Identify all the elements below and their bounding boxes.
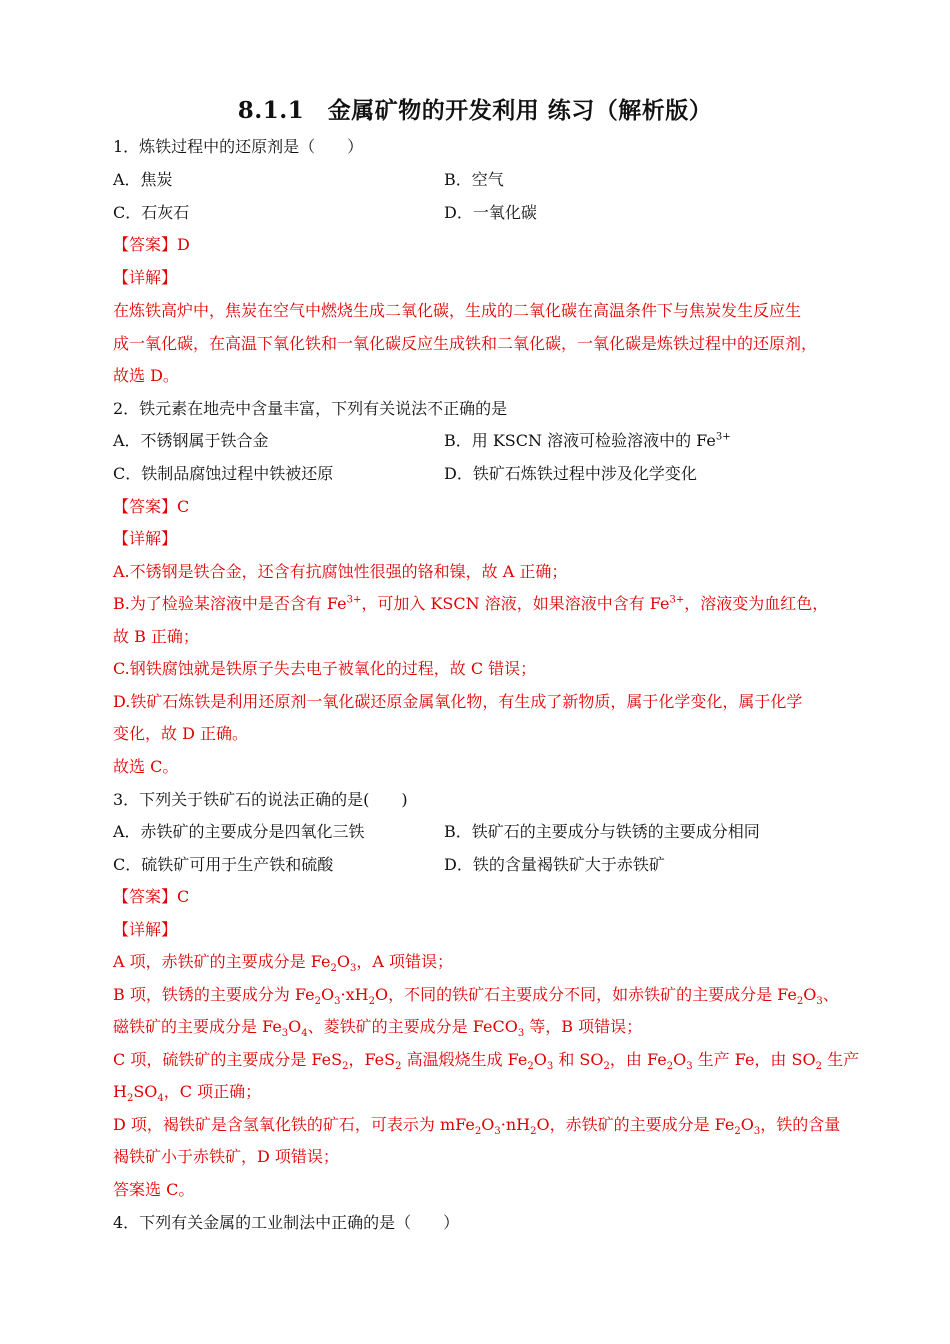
q3-detail-line: 褐铁矿小于赤铁矿，D 项错误； [113,1147,339,1166]
q3-detail-line: C 项，硫铁矿的主要成分是 FeS$_2$，FeS$_2$ 高温煅烧生成 $Fe_2O_3$ 和 $SO_2$，由 $Fe_2O_3$ 生产 Fe，由 $SO_2$ 生产 [113,1050,860,1073]
q2-detail-label: 【详解】 [113,529,178,548]
q3-option-b: B．铁矿石的主要成分与铁锈的主要成分相同 [444,822,760,841]
q1-option-b: B．空气 [444,170,504,189]
q1-option-a: A．焦炭 [113,170,173,189]
q2-option-b: B．用 KSCN 溶液可检验溶液中的 $Fe^{3+}$ [444,431,731,450]
q1-detail-line: 故选 D。 [113,366,179,385]
q2-stem: 2．铁元素在地壳中含量丰富，下列有关说法不正确的是 [113,399,508,418]
q3-option-d: D．铁的含量褐铁矿大于赤铁矿 [444,855,665,874]
q3-detail-line: D 项，褐铁矿是含氢氧化铁的矿石，可表示为 $mFe_2O_3\cdot nH_2O$，赤铁矿的主要成分是 $Fe_2O_3$，铁的含量 [113,1115,841,1138]
q2-conclusion: 故选 C。 [113,757,179,776]
q1-detail-label: 【详解】 [113,268,178,287]
q3-option-a: A．赤铁矿的主要成分是四氧化三铁 [113,822,365,841]
q1-option-d: D．一氧化碳 [444,203,537,222]
q2-detail-line: D.铁矿石炼铁是利用还原剂一氧化碳还原金属氧化物，有生成了新物质，属于化学变化，属于化学 [113,692,803,711]
q2-option-a: A．不锈钢属于铁合金 [113,431,269,450]
q2-detail-line: B.为了检验某溶液中是否含有 $Fe^{3+}$，可加入 KSCN 溶液，如果溶液中含有 $Fe^{3+}$，溶液变为血红色， [113,594,829,613]
q3-detail-line: $H_2SO_4$，C 项正确； [113,1082,262,1105]
q3-detail-line: A 项，赤铁矿的主要成分是 $Fe_2O_3$，A 项错误； [113,952,453,975]
q2-answer: 【答案】C [113,497,190,516]
q1-stem: 1．炼铁过程中的还原剂是（ ） [113,137,364,156]
page-title: 8.1.1 金属矿物的开发利用 练习（解析版） [237,97,713,124]
q2-detail-line: C.钢铁腐蚀就是铁原子失去电子被氧化的过程，故 C 错误； [113,659,537,678]
q1-detail-line: 成一氧化碳，在高温下氧化铁和一氧化碳反应生成铁和二氧化碳，一氧化碳是炼铁过程中的还原剂， [113,334,818,353]
q2-detail-line: A.不锈钢是铁合金，还含有抗腐蚀性很强的铬和镍，故 A 正确； [113,562,568,581]
q1-answer: 【答案】D [113,235,190,254]
q2-detail-line: 故 B 正确； [113,627,199,646]
q1-detail-line: 在炼铁高炉中，焦炭在空气中燃烧生成二氧化碳，生成的二氧化碳在高温条件下与焦炭发生反应生 [113,301,802,320]
q3-option-c: C．硫铁矿可用于生产铁和硫酸 [113,855,334,874]
q1-option-c: C．石灰石 [113,203,190,222]
q2-option-d: D．铁矿石炼铁过程中涉及化学变化 [444,464,697,483]
q3-stem: 3．下列关于铁矿石的说法正确的是( ) [113,790,408,809]
q3-detail-label: 【详解】 [113,920,178,939]
q3-conclusion: 答案选 C。 [113,1180,195,1199]
q2-option-c: C．铁制品腐蚀过程中铁被还原 [113,464,334,483]
q3-detail-line: B 项，铁锈的主要成分为 $Fe_2O_3\cdot xH_2O$，不同的铁矿石主要成分不同，如赤铁矿的主要成分是 $Fe_2O_3$、 [113,985,839,1008]
q3-answer: 【答案】C [113,887,190,906]
q2-detail-line: 变化，故 D 正确。 [113,724,249,743]
q4-stem: 4．下列有关金属的工业制法中正确的是（ ） [113,1213,460,1232]
q3-detail-line: 磁铁矿的主要成分是 $Fe_3O_4$、菱铁矿的主要成分是 FeCO$_3$ 等，B 项错误； [113,1017,643,1040]
